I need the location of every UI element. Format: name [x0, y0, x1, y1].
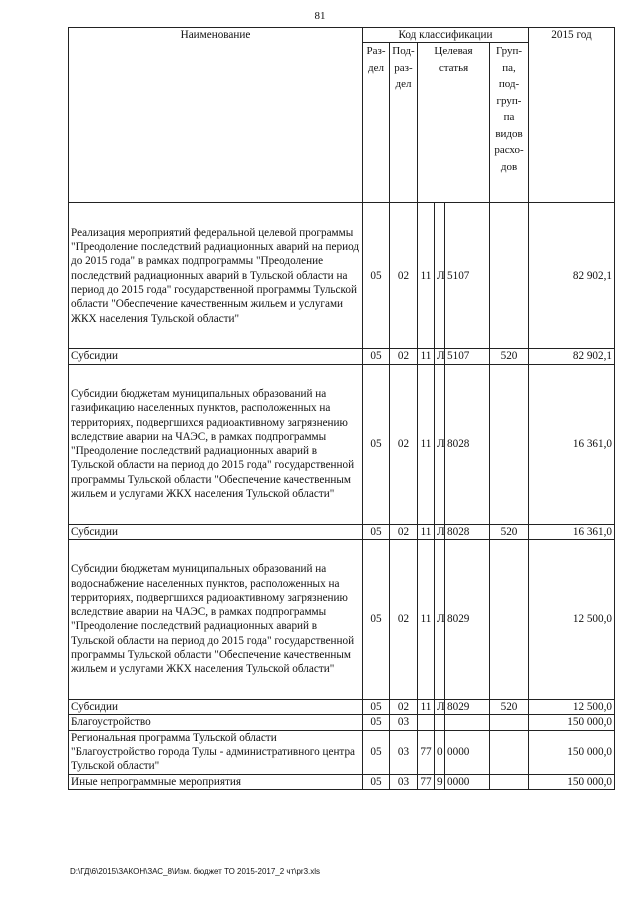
row-razdel: 05	[363, 349, 390, 364]
row-group: 520	[490, 524, 529, 539]
header-group: Груп- па, под- груп- па видов расхо- дов	[490, 43, 529, 203]
row-target-sub: 9	[435, 774, 445, 789]
row-target-sub: Л	[435, 364, 445, 524]
row-target-sub: Л	[435, 349, 445, 364]
header-podrazdel: Под- раз- дел	[390, 43, 418, 203]
row-podrazdel: 02	[390, 203, 418, 349]
header-name: Наименование	[69, 28, 363, 203]
row-name: Субсидии	[69, 699, 363, 714]
row-podrazdel: 02	[390, 364, 418, 524]
table-row	[69, 699, 615, 714]
row-target-program: 77	[418, 774, 435, 789]
row-podrazdel: 02	[390, 539, 418, 699]
row-amount: 150 000,0	[529, 730, 615, 774]
row-group	[490, 539, 529, 699]
table-row	[69, 539, 615, 699]
row-razdel: 05	[363, 774, 390, 789]
row-razdel: 05	[363, 524, 390, 539]
row-amount: 12 500,0	[529, 539, 615, 699]
file-path-footer: D:\ГД\6\2015\ЗАКОН\ЗАС_8\Изм. бюджет ТО 2015-2017_2 чт\pr3.xls	[70, 867, 321, 876]
row-target-code: 5107	[445, 349, 490, 364]
table-row	[69, 203, 615, 349]
budget-table	[68, 27, 615, 790]
row-target-sub: Л	[435, 203, 445, 349]
row-group: 520	[490, 349, 529, 364]
row-target-program: 11	[418, 539, 435, 699]
row-podrazdel: 03	[390, 730, 418, 774]
table-body	[69, 203, 615, 790]
row-target-program: 11	[418, 699, 435, 714]
row-group	[490, 364, 529, 524]
row-target-program: 77	[418, 730, 435, 774]
page-number: 81	[314, 10, 326, 22]
row-amount: 150 000,0	[529, 715, 615, 730]
row-name: Региональная программа Тульской области "Благоустройство города Тулы - административного центра Тульской области"	[69, 730, 363, 774]
row-amount: 16 361,0	[529, 364, 615, 524]
table-row	[69, 715, 615, 730]
row-target-program: 11	[418, 203, 435, 349]
row-target-sub	[435, 715, 445, 730]
table-row	[69, 349, 615, 364]
row-target-program	[418, 715, 435, 730]
row-amount: 12 500,0	[529, 699, 615, 714]
header-row-top	[69, 28, 615, 43]
row-target-code: 8029	[445, 539, 490, 699]
row-name: Реализация мероприятий федеральной целевой программы "Преодоление последствий радиационных аварий на период до 2015 года" в рамках подпрограммы "Преодоление последствий радиационных аварий в Тульской области на период до 2015 года" государственной программы Тульской области "Обеспечение качественным жильем и услугами ЖКХ населения Тульской области"	[69, 203, 363, 349]
header-razdel: Раз- дел	[363, 43, 390, 203]
table-row	[69, 730, 615, 774]
row-razdel: 05	[363, 364, 390, 524]
table-row	[69, 364, 615, 524]
row-name: Субсидии бюджетам муниципальных образований на газификацию населенных пунктов, расположенных на территориях, подвергшихся радиоактивному загрязнению вследствие аварии на ЧАЭС, в рамках подпрограммы "Преодоление последствий радиационных аварий в Тульской области на период до 2015 года" государственной программы Тульской области "Обеспечение качественным жильем и услугами ЖКХ населения Тульской области"	[69, 364, 363, 524]
row-amount: 82 902,1	[529, 349, 615, 364]
row-group	[490, 774, 529, 789]
header-year: 2015 год	[529, 28, 615, 203]
row-podrazdel: 02	[390, 524, 418, 539]
row-razdel: 05	[363, 539, 390, 699]
row-group	[490, 203, 529, 349]
row-target-code: 8029	[445, 699, 490, 714]
row-target-code: 8028	[445, 524, 490, 539]
row-razdel: 05	[363, 730, 390, 774]
row-razdel: 05	[363, 715, 390, 730]
row-target-sub: Л	[435, 699, 445, 714]
row-name: Субсидии	[69, 524, 363, 539]
row-target-sub: Л	[435, 524, 445, 539]
row-target-code: 5107	[445, 203, 490, 349]
row-target-code: 0000	[445, 730, 490, 774]
row-target-code	[445, 715, 490, 730]
row-name: Иные непрограммные мероприятия	[69, 774, 363, 789]
row-amount: 82 902,1	[529, 203, 615, 349]
row-podrazdel: 03	[390, 715, 418, 730]
row-amount: 150 000,0	[529, 774, 615, 789]
row-razdel: 05	[363, 203, 390, 349]
row-name: Субсидии	[69, 349, 363, 364]
row-target-sub: 0	[435, 730, 445, 774]
row-amount: 16 361,0	[529, 524, 615, 539]
row-name: Субсидии бюджетам муниципальных образований на водоснабжение населенных пунктов, расположенных на территориях, подвергшихся радиоактивному загрязнению вследствие аварии на ЧАЭС, в рамках подпрограммы "Преодоление последствий радиационных аварий в Тульской области на период до 2015 года" государственной программы Тульской области "Обеспечение качественным жильем и услугами ЖКХ населения Тульской области"	[69, 539, 363, 699]
table-row	[69, 524, 615, 539]
row-podrazdel: 03	[390, 774, 418, 789]
row-target-program: 11	[418, 524, 435, 539]
row-razdel: 05	[363, 699, 390, 714]
row-podrazdel: 02	[390, 349, 418, 364]
header-target: Целевая статья	[418, 43, 490, 203]
row-podrazdel: 02	[390, 699, 418, 714]
row-target-program: 11	[418, 364, 435, 524]
row-target-code: 0000	[445, 774, 490, 789]
row-group	[490, 730, 529, 774]
row-group: 520	[490, 699, 529, 714]
row-name: Благоустройство	[69, 715, 363, 730]
table-row	[69, 774, 615, 789]
row-group	[490, 715, 529, 730]
row-target-program: 11	[418, 349, 435, 364]
row-target-sub: Л	[435, 539, 445, 699]
row-target-code: 8028	[445, 364, 490, 524]
header-classification: Код классификации	[363, 28, 529, 43]
